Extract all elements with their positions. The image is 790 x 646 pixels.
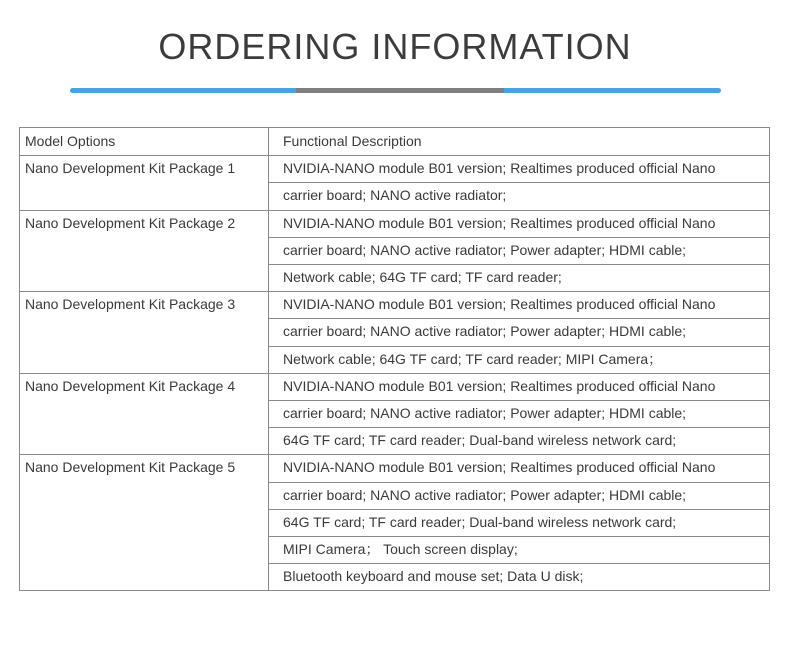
description-line: carrier board; NANO active radiator; Power adapter; HDMI cable; [283, 487, 687, 503]
description-line: NVIDIA-NANO module B01 version; Realtimes produced official Nano [283, 378, 716, 394]
page-title: ORDERING INFORMATION [158, 26, 632, 67]
column-divider [268, 128, 269, 590]
model-option-4: Nano Development Kit Package 4 [25, 378, 236, 394]
ordering-table [19, 127, 770, 591]
description-line: carrier board; NANO active radiator; Power adapter; HDMI cable; [283, 405, 687, 421]
model-option-1: Nano Development Kit Package 1 [25, 160, 236, 176]
description-line: carrier board; NANO active radiator; [283, 187, 507, 203]
description-line: 64G TF card; TF card reader; Dual-band wireless network card; [283, 432, 677, 448]
title-underline-middle [296, 88, 504, 93]
description-line: 64G TF card; TF card reader; Dual-band wireless network card; [283, 514, 677, 530]
title-underline-right [504, 88, 721, 93]
description-line: NVIDIA-NANO module B01 version; Realtimes produced official Nano [283, 215, 716, 231]
header-model-options: Model Options [25, 133, 116, 149]
description-line: Bluetooth keyboard and mouse set; Data U disk; [283, 568, 584, 584]
description-line: carrier board; NANO active radiator; Power adapter; HDMI cable; [283, 242, 687, 258]
description-line: NVIDIA-NANO module B01 version; Realtimes produced official Nano [283, 160, 716, 176]
model-option-5: Nano Development Kit Package 5 [25, 459, 236, 475]
title-underline-left [70, 88, 296, 93]
model-option-2: Nano Development Kit Package 2 [25, 215, 236, 231]
description-line: NVIDIA-NANO module B01 version; Realtimes produced official Nano [283, 296, 716, 312]
description-line: MIPI Camera； Touch screen display; [283, 541, 518, 557]
model-option-3: Nano Development Kit Package 3 [25, 296, 236, 312]
description-line: carrier board; NANO active radiator; Power adapter; HDMI cable; [283, 323, 687, 339]
header-functional-description: Functional Description [283, 133, 422, 149]
description-line: NVIDIA-NANO module B01 version; Realtimes produced official Nano [283, 459, 716, 475]
description-line: Network cable; 64G TF card; TF card reader; MIPI Camera； [283, 351, 663, 367]
description-line: Network cable; 64G TF card; TF card reader; [283, 269, 562, 285]
